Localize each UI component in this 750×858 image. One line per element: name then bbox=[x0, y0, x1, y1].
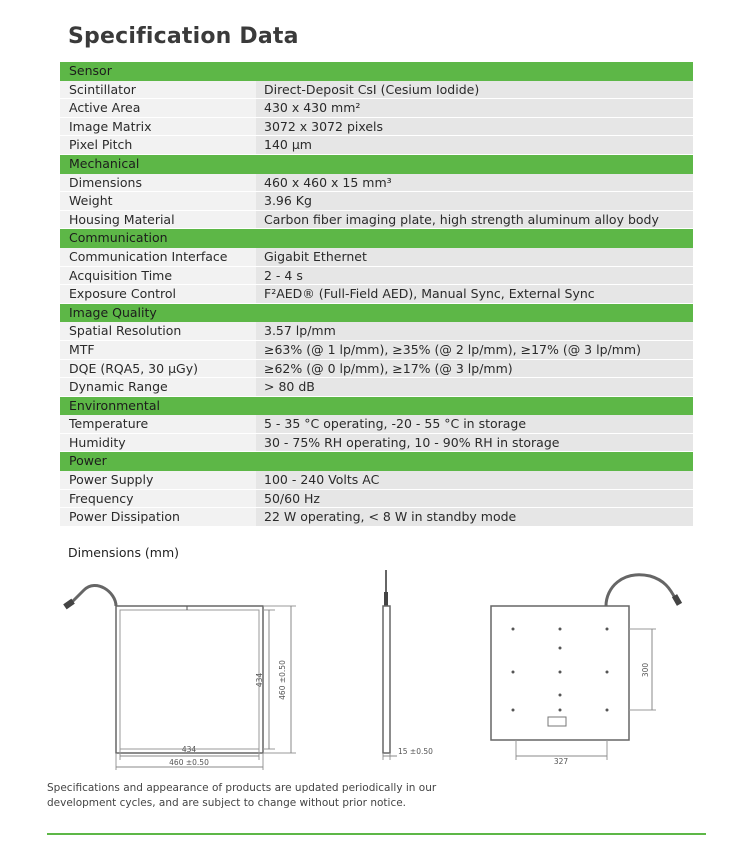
back-label-plate bbox=[548, 717, 566, 726]
spec-label: Dynamic Range bbox=[60, 378, 256, 397]
spec-value: 3.57 lp/mm bbox=[256, 322, 693, 341]
spec-value: F²AED® (Full-Field AED), Manual Sync, External Sync bbox=[256, 285, 693, 304]
spec-value: 140 μm bbox=[256, 136, 693, 155]
label-side-thickness: 15 ±0.50 bbox=[398, 747, 433, 756]
dimensions-title: Dimensions (mm) bbox=[68, 545, 180, 560]
bottom-rule bbox=[47, 833, 706, 835]
spec-label: Scintillator bbox=[60, 81, 256, 100]
spec-value: 5 - 35 °C operating, -20 - 55 °C in storage bbox=[256, 415, 693, 434]
spec-label: Power Supply bbox=[60, 471, 256, 490]
spec-row bbox=[60, 174, 693, 193]
spec-label: Humidity bbox=[60, 434, 256, 453]
spec-row bbox=[60, 248, 693, 267]
spec-value: 3072 x 3072 pixels bbox=[256, 118, 693, 137]
spec-row bbox=[60, 192, 693, 211]
page-title: Specification Data bbox=[68, 24, 299, 49]
side-panel bbox=[383, 606, 390, 753]
spec-label: Dimensions bbox=[60, 174, 256, 193]
spec-label: Spatial Resolution bbox=[60, 322, 256, 341]
spec-label: Frequency bbox=[60, 490, 256, 509]
spec-value: 460 x 460 x 15 mm³ bbox=[256, 174, 693, 193]
section-header: Mechanical bbox=[60, 155, 693, 174]
spec-label: Power Dissipation bbox=[60, 508, 256, 527]
spec-row bbox=[60, 378, 693, 397]
spec-value: Direct-Deposit CsI (Cesium Iodide) bbox=[256, 81, 693, 100]
spec-value: 2 - 4 s bbox=[256, 267, 693, 286]
spec-value: 30 - 75% RH operating, 10 - 90% RH in storage bbox=[256, 434, 693, 453]
spec-label: DQE (RQA5, 30 μGy) bbox=[60, 360, 256, 379]
label-front-inner-height: 434 bbox=[255, 672, 264, 688]
spec-row bbox=[60, 360, 693, 379]
spec-label: Temperature bbox=[60, 415, 256, 434]
spec-row bbox=[60, 81, 693, 100]
spec-value: 100 - 240 Volts AC bbox=[256, 471, 693, 490]
spec-label: Active Area bbox=[60, 99, 256, 118]
label-front-outer-height: 460 ±0.50 bbox=[278, 660, 287, 700]
label-front-inner-width: 434 bbox=[181, 745, 197, 754]
spec-row bbox=[60, 415, 693, 434]
spec-row bbox=[60, 267, 693, 286]
back-view-mount-holes bbox=[512, 628, 609, 712]
dimensions-drawing bbox=[0, 560, 750, 775]
spec-label: Housing Material bbox=[60, 211, 256, 230]
spec-label: Pixel Pitch bbox=[60, 136, 256, 155]
spec-value: 22 W operating, < 8 W in standby mode bbox=[256, 508, 693, 527]
front-panel-outer bbox=[116, 606, 263, 753]
spec-row bbox=[60, 99, 693, 118]
section-header: Environmental bbox=[60, 397, 693, 416]
label-front-outer-width: 460 ±0.50 bbox=[169, 758, 209, 767]
section-header: Power bbox=[60, 452, 693, 471]
spec-row bbox=[60, 118, 693, 137]
spec-value: 50/60 Hz bbox=[256, 490, 693, 509]
spec-value: > 80 dB bbox=[256, 378, 693, 397]
spec-label: Image Matrix bbox=[60, 118, 256, 137]
back-cable bbox=[606, 575, 676, 606]
spec-value: ≥62% (@ 0 lp/mm), ≥17% (@ 3 lp/mm) bbox=[256, 360, 693, 379]
front-panel-inner bbox=[120, 610, 259, 749]
spec-value: Gigabit Ethernet bbox=[256, 248, 693, 267]
footnote: Specifications and appearance of products are updated periodically in our development cycles, and are subject to change without prior notice. bbox=[47, 782, 437, 809]
spec-row bbox=[60, 285, 693, 304]
spec-row bbox=[60, 490, 693, 509]
spec-label: Exposure Control bbox=[60, 285, 256, 304]
spec-row bbox=[60, 508, 693, 527]
spec-label: Weight bbox=[60, 192, 256, 211]
spec-value: Carbon fiber imaging plate, high strength aluminum alloy body bbox=[256, 211, 693, 230]
label-back-height: 300 bbox=[641, 662, 650, 678]
front-cable bbox=[70, 585, 116, 606]
label-back-width: 327 bbox=[553, 757, 569, 766]
section-header: Communication bbox=[60, 229, 693, 248]
spec-label: Communication Interface bbox=[60, 248, 256, 267]
spec-table bbox=[60, 62, 693, 527]
spec-row bbox=[60, 341, 693, 360]
section-header: Image Quality bbox=[60, 304, 693, 323]
back-view-drawing bbox=[491, 575, 682, 760]
spec-label: MTF bbox=[60, 341, 256, 360]
spec-row bbox=[60, 211, 693, 230]
spec-value: 3.96 Kg bbox=[256, 192, 693, 211]
spec-row bbox=[60, 322, 693, 341]
section-header: Sensor bbox=[60, 62, 693, 81]
side-view-drawing bbox=[383, 570, 397, 760]
spec-row bbox=[60, 136, 693, 155]
spec-row bbox=[60, 471, 693, 490]
spec-label: Acquisition Time bbox=[60, 267, 256, 286]
spec-value: ≥63% (@ 1 lp/mm), ≥35% (@ 2 lp/mm), ≥17% (@ 3 lp/mm) bbox=[256, 341, 693, 360]
spec-row bbox=[60, 434, 693, 453]
spec-value: 430 x 430 mm² bbox=[256, 99, 693, 118]
